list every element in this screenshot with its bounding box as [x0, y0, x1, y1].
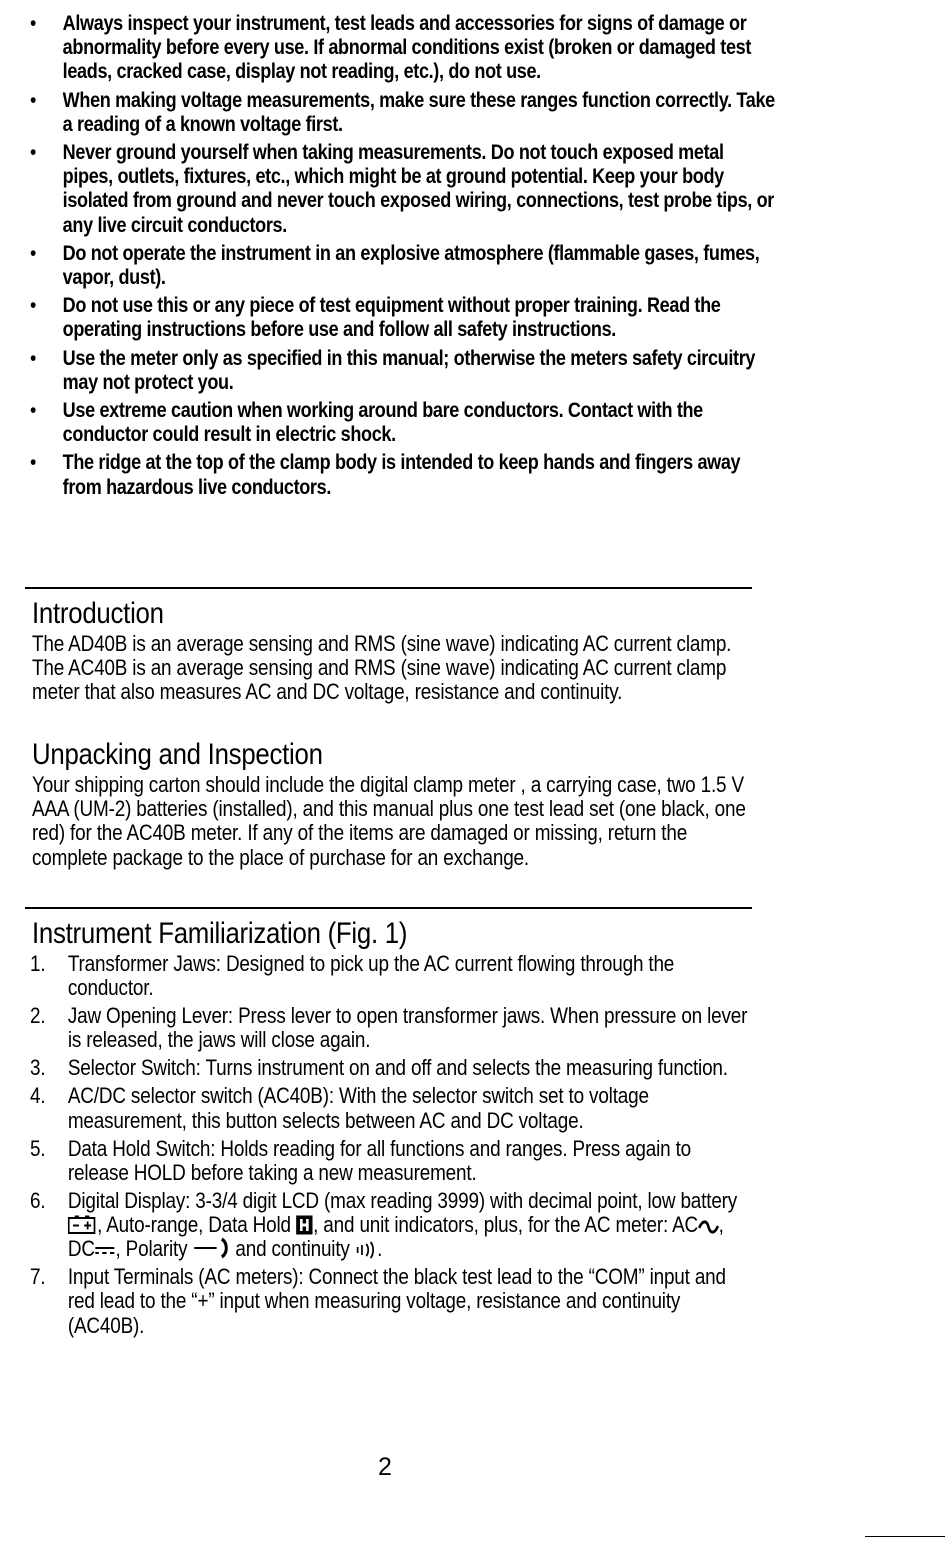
item-text-segment: .	[377, 1236, 383, 1262]
list-item	[30, 1084, 752, 1132]
low-battery-icon	[68, 1215, 97, 1235]
list-item	[30, 1137, 752, 1185]
section-divider	[25, 587, 752, 589]
item-text-segment: , DC	[67, 1212, 724, 1262]
corner-rule	[865, 1536, 945, 1537]
item-text-segment: , Auto-range, Data Hold	[97, 1212, 296, 1238]
safety-bullet: • Never ground yourself when taking measurements. Do not touch exposed metal pipes, outlets, fixtures, etc., which might be at ground potential. Keep your body isolated from ground and never touch exposed wiring, connections, test probe tips, or any live circuit conductors.	[30, 141, 776, 238]
safety-bullet-list	[30, 12, 775, 504]
safety-bullet: • The ridge at the top of the clamp body is intended to keep hands and fingers away from hazardous live conductors.	[30, 451, 776, 499]
polarity-icon	[192, 1237, 230, 1259]
safety-bullet: • When making voltage measurements, make sure these ranges function correctly. Take a reading of a known voltage first.	[30, 89, 776, 137]
item-number: 7.	[30, 1264, 46, 1290]
continuity-icon	[355, 1241, 377, 1259]
section-divider	[25, 907, 752, 909]
item-text: Transformer Jaws: Designed to pick up the AC current flowing through the conductor.	[67, 951, 675, 1001]
list-item	[30, 1265, 752, 1338]
item-text: Jaw Opening Lever: Press lever to open transformer jaws. When pressure on lever is released, the jaws will close again.	[67, 1003, 748, 1053]
safety-bullet: • Do not operate the instrument in an explosive atmosphere (flammable gases, fumes, vapor, dust).	[30, 242, 776, 290]
list-item	[30, 1004, 752, 1052]
ac-wave-icon	[698, 1219, 719, 1235]
item-text: Input Terminals (AC meters): Connect the black test lead to the “COM” input and red lead to the “+” input when measuring voltage, resistance and continuity (AC40B).	[67, 1264, 726, 1338]
item-number: 4.	[30, 1083, 46, 1109]
page-number: 2	[378, 1453, 392, 1481]
item-text-segment: Digital Display: 3-3/4 digit LCD (max reading 3999) with decimal point, low battery	[67, 1187, 738, 1213]
list-item	[30, 952, 752, 1000]
item-text-segment: , Polarity	[115, 1236, 193, 1262]
safety-bullet: • Use extreme caution when working around bare conductors. Contact with the conductor could result in electric shock.	[30, 399, 776, 447]
unpacking-body: Your shipping carton should include the digital clamp meter , a carrying case, two 1.5 V AAA (UM-2) batteries (installed), and this manual plus one test lead set (one black, one red) for the AC40B meter. If any of the items are damaged or missing, return the complete package to the place of purchase for an exchange.	[32, 772, 746, 870]
item-text-segment: and continuity	[230, 1236, 355, 1262]
dc-symbol-icon	[95, 1243, 116, 1259]
item-text: Data Hold Switch: Holds reading for all functions and ranges. Press again to release HOLD before taking a new measurement.	[67, 1135, 692, 1185]
item-text: AC/DC selector switch (AC40B): With the selector switch set to voltage measurement, this button selects between AC and DC voltage.	[67, 1083, 649, 1133]
item-text: Selector Switch: Turns instrument on and off and selects the measuring function.	[67, 1055, 728, 1081]
introduction-body: The AD40B is an average sensing and RMS (sine wave) indicating AC current clamp. The AC40B is an average sensing and RMS (sine wave) indicating AC current clamp meter that also measures AC and DC voltage, resistance and continuity.	[32, 631, 732, 705]
unpacking-heading: Unpacking and Inspection	[32, 738, 323, 771]
item-number: 1.	[30, 951, 46, 976]
safety-bullet: • Do not use this or any piece of test equipment without proper training. Read the operating instructions before use and follow all safety instructions.	[30, 294, 776, 342]
familiarization-list	[30, 952, 870, 1342]
item-number: 3.	[30, 1055, 46, 1081]
safety-bullet: • Use the meter only as specified in this manual; otherwise the meters safety circuitry may not protect you.	[30, 347, 776, 395]
item-text-segment: , and unit indicators, plus, for the AC meter: AC	[313, 1212, 699, 1238]
familiarization-heading: Instrument Familiarization (Fig. 1)	[32, 917, 408, 950]
item-number: 6.	[30, 1187, 46, 1213]
list-item	[30, 1189, 752, 1262]
safety-bullet: • Always inspect your instrument, test leads and accessories for signs of damage or abnormality before every use. If abnormal conditions exist (broken or damaged test leads, cracked case, display not reading, etc.), do not use.	[30, 12, 776, 85]
introduction-heading: Introduction	[32, 597, 164, 630]
list-item	[30, 1056, 752, 1080]
data-hold-icon	[296, 1215, 313, 1235]
item-number: 2.	[30, 1003, 46, 1029]
item-number: 5.	[30, 1135, 46, 1161]
